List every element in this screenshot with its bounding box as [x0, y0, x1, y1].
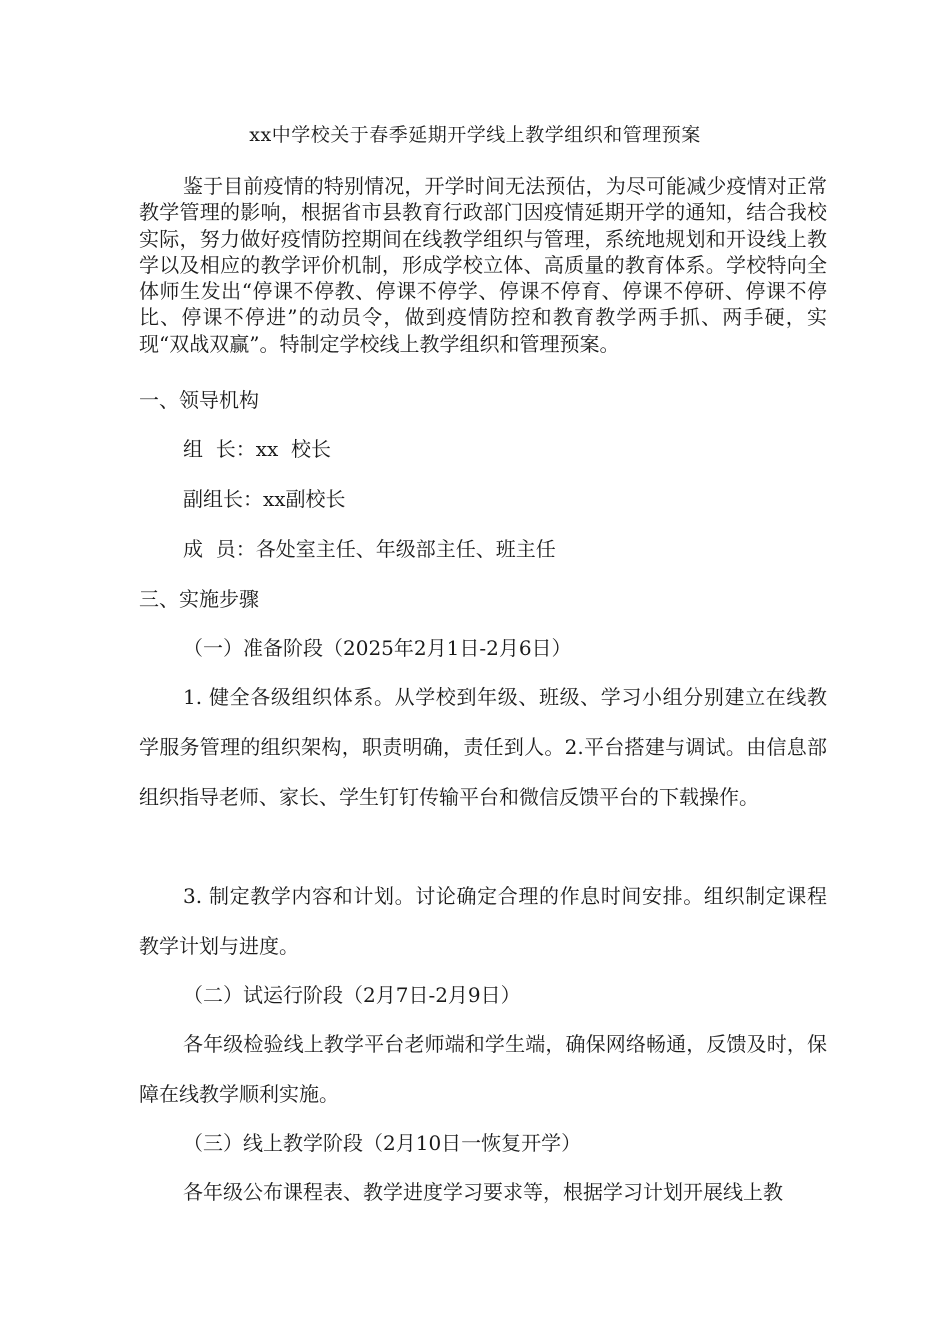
section-heading-implementation: 三、实施步骤 — [139, 587, 259, 611]
document-title: xx中学校关于春季延期开学线上教学组织和管理预案 — [249, 124, 701, 146]
stage3-paragraph: 各年级公布课程表、教学进度学习要求等，根据学习计划开展线上教 — [183, 1180, 783, 1204]
stage2-paragraph: 各年级检验线上教学平台老师端和学生端，确保网络畅通，反馈及时，保障在线教学顺利实施。 — [139, 1032, 827, 1106]
members-line: 成 员：各处室主任、年级部主任、班主任 — [183, 537, 556, 561]
stage1-paragraph-2: 3. 制定教学内容和计划。讨论确定合理的作息时间安排。组织制定课程教学计划与进度。 — [139, 884, 827, 958]
stage2-heading: （二）试运行阶段（2月7日-2月9日） — [183, 983, 521, 1007]
leader-line: 组 长：xx 校长 — [183, 437, 331, 461]
vice-leader-line: 副组长：xx副校长 — [183, 487, 346, 511]
intro-paragraph: 鉴于目前疫情的特别情况，开学时间无法预估，为尽可能减少疫情对正常教学管理的影响，根据省市县教育行政部门因疫情延期开学的通知，结合我校实际，努力做好疫情防控期间在线教学组织与管理，系统地规划和开设线上教学以及相应的教学评价机制，形成学校立体、高质量的教育体系。学校特向全体师生发出“停课不停教、停课不停学、停课不停育、停课不停研、停课不停比、停课不停进”的动员令，做到疫情防控和教育教学两手抓、两手硬，实现“双战双赢”。特制定学校线上教学组织和管理预案。 — [139, 174, 827, 356]
section-heading-leadership: 一、领导机构 — [139, 388, 259, 412]
stage1-paragraph-1: 1. 健全各级组织体系。从学校到年级、班级、学习小组分别建立在线教学服务管理的组织架构，职责明确，责任到人。2.平台搭建与调试。由信息部组织指导老师、家长、学生钉钉传输平台和微信反馈平台的下载操作。 — [139, 685, 827, 809]
stage3-heading: （三）线上教学阶段（2月10日一恢复开学） — [183, 1131, 582, 1155]
stage1-heading: （一）准备阶段（2025年2月1日-2月6日） — [183, 636, 572, 660]
